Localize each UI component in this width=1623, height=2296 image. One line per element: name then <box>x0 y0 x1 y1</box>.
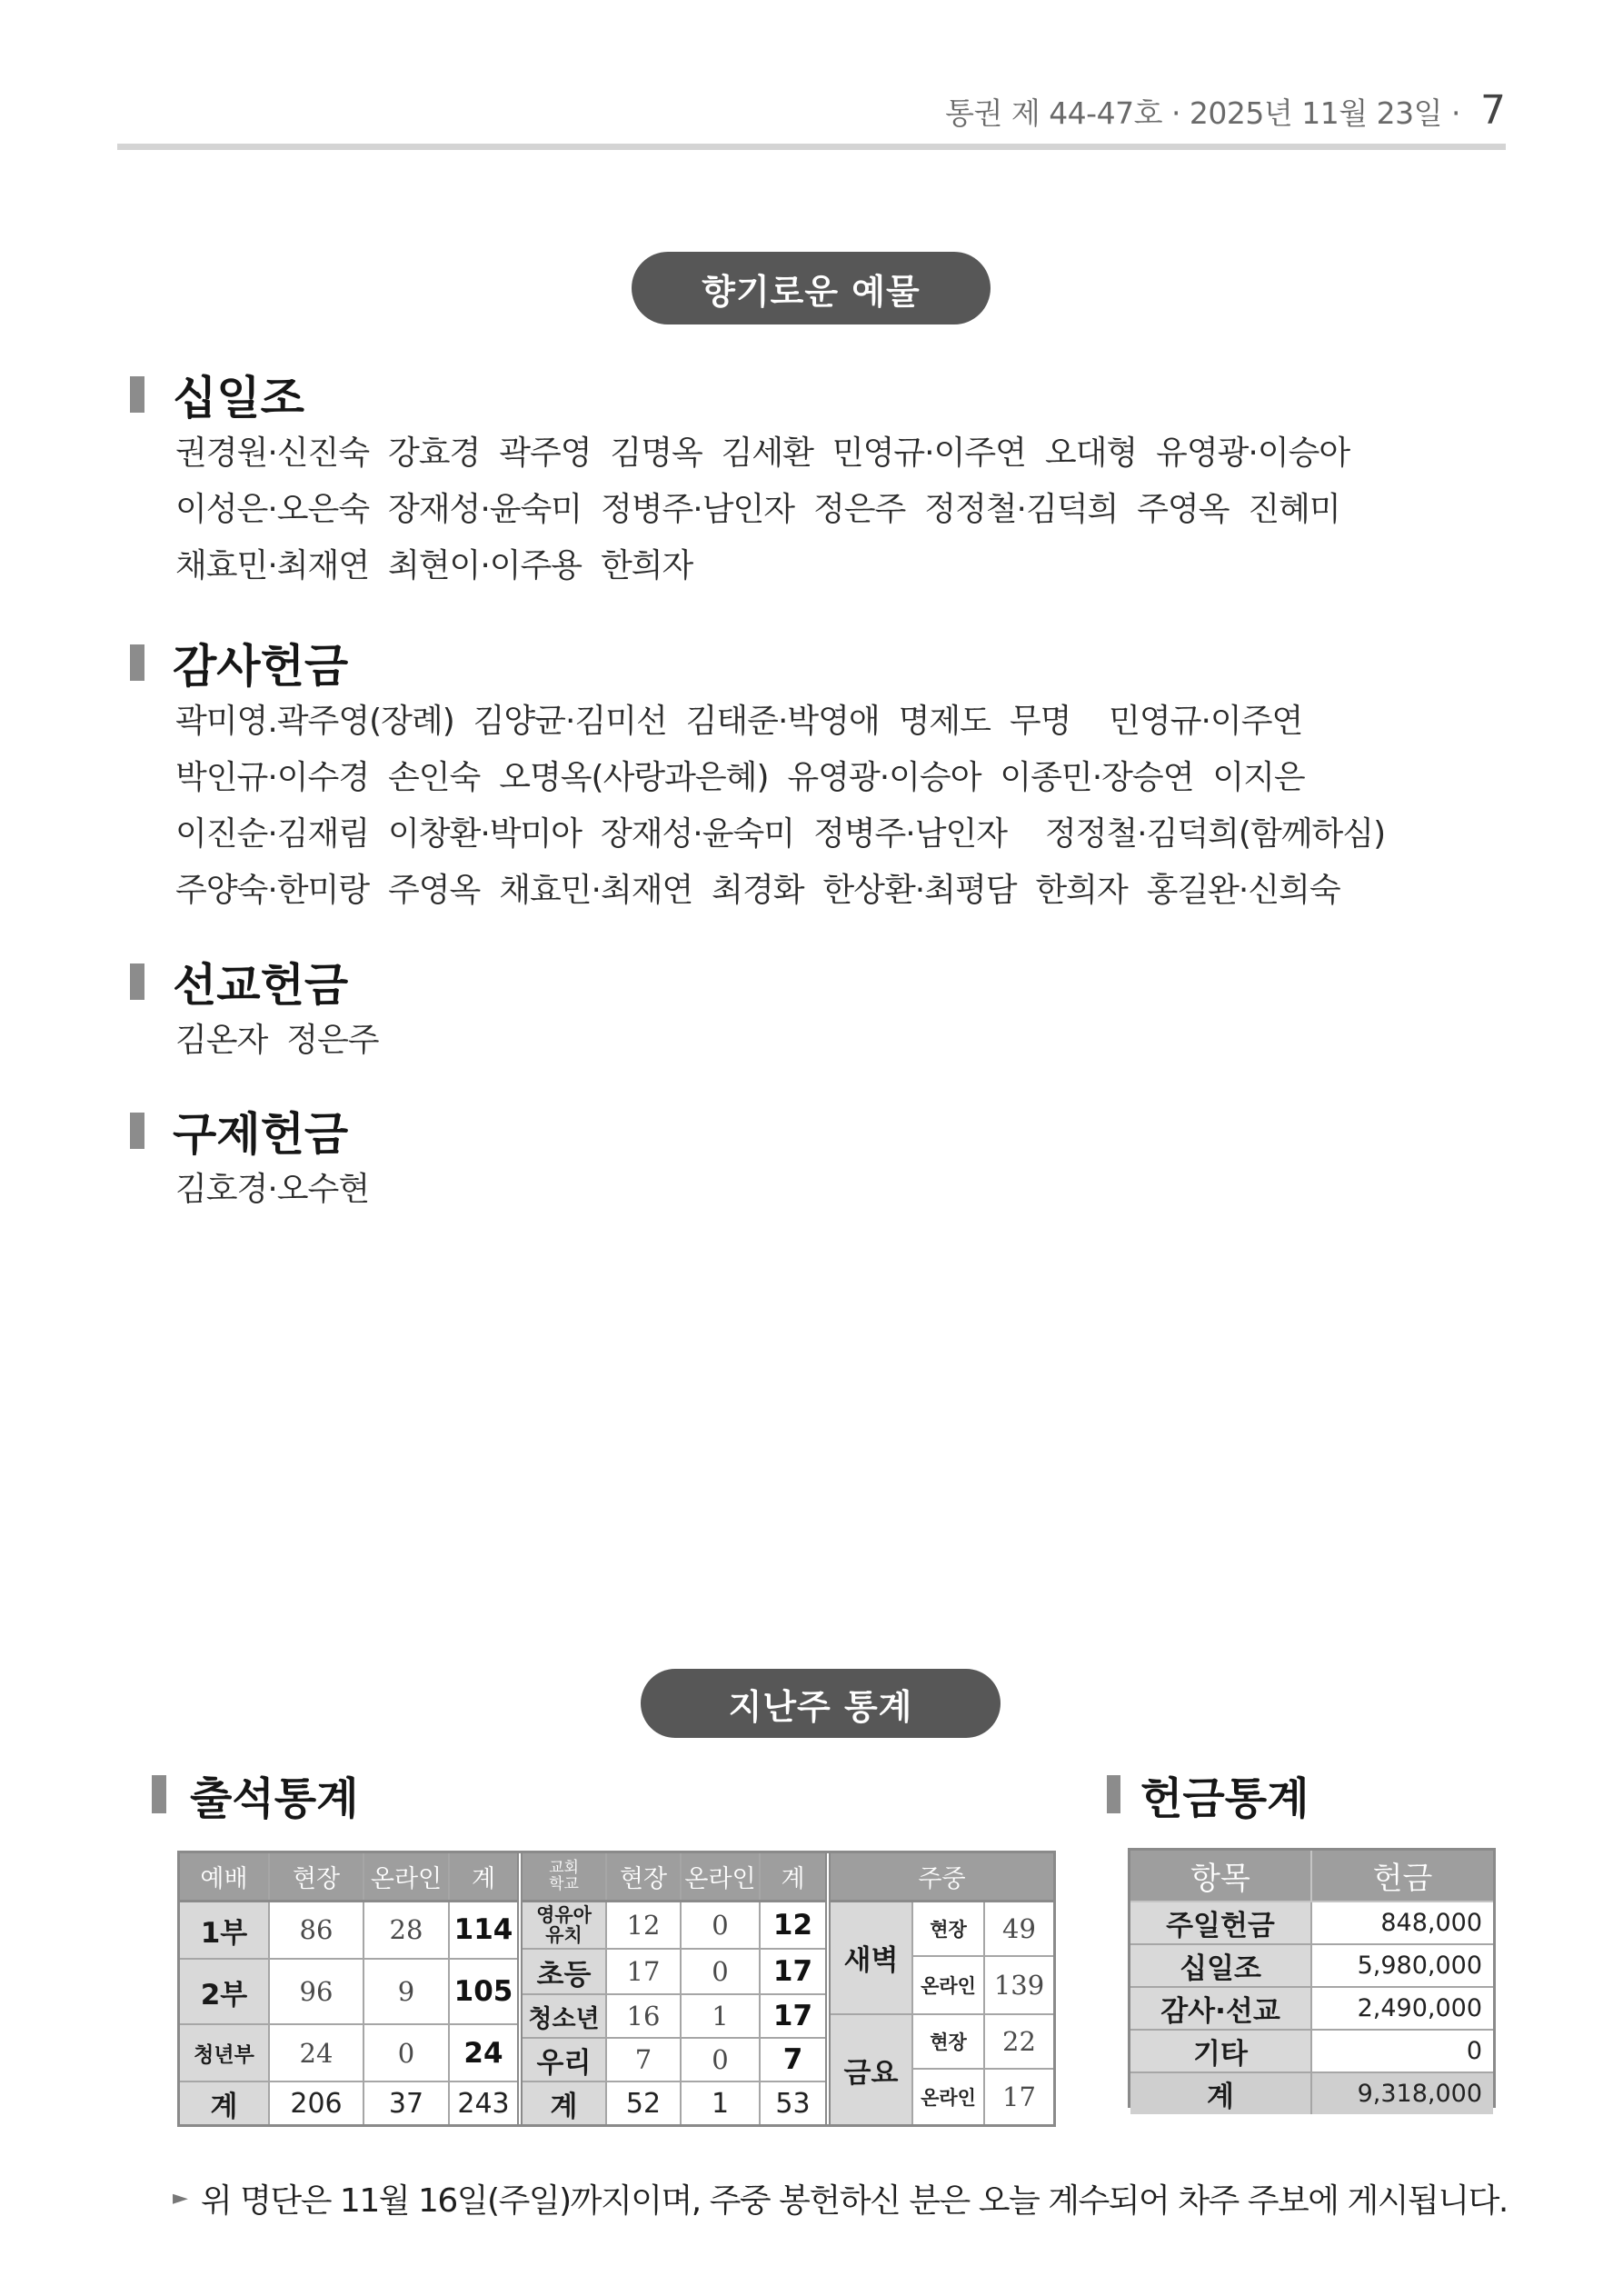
attendance-type: 온라인 <box>912 2069 984 2124</box>
online-count: 0 <box>363 2024 449 2081</box>
tithe-names <box>175 425 1349 594</box>
mission-section <box>130 954 379 1069</box>
heading-bar <box>130 376 144 413</box>
onsite-count: 17 <box>606 1949 681 1994</box>
table-row <box>523 1949 825 1994</box>
row-label: 2부 <box>180 1959 269 2024</box>
row-label: 우리 <box>523 2038 606 2081</box>
onsite-sum: 206 <box>269 2081 363 2124</box>
header-cell: 온라인 <box>681 1853 760 1901</box>
onsite-count: 24 <box>269 2024 363 2081</box>
online-sum: 1 <box>681 2081 760 2124</box>
page-number: 7 <box>1480 87 1506 134</box>
row-total: 114 <box>449 1901 517 1959</box>
attendance-heading <box>152 1767 358 1822</box>
footnote <box>173 2175 1508 2221</box>
stats-banner <box>641 1669 1001 1738</box>
header-rule <box>117 144 1506 150</box>
row-total: 7 <box>760 2038 825 2081</box>
heading-bar <box>130 644 144 681</box>
table-row <box>180 1959 517 2024</box>
name-line: 권경원·신진숙 강효경 곽주영 김명옥 김세환 민영규·이주연 오대형 유영광·이승아 <box>175 434 1350 472</box>
header-row <box>180 1853 517 1901</box>
group-label: 금요 <box>831 2014 912 2124</box>
offering-item: 주일헌금 <box>1130 1902 1311 1944</box>
header-cell: 계 <box>449 1853 517 1901</box>
service-attendance-table <box>180 1853 517 2124</box>
relief-section <box>130 1103 369 1218</box>
attendance-count: 49 <box>984 1901 1053 1956</box>
group-label: 새벽 <box>831 1901 912 2014</box>
name-line: 주양숙·한미랑 주영옥 채효민·최재연 최경화 한상환·최평담 한희자 홍길완·신희숙 <box>175 872 1340 909</box>
onsite-count: 12 <box>606 1901 681 1949</box>
header-cell: 현장 <box>269 1853 363 1901</box>
online-count: 0 <box>681 2038 760 2081</box>
row-total: 105 <box>449 1959 517 2024</box>
church-school-attendance-table <box>523 1853 825 2124</box>
online-count: 0 <box>681 1949 760 1994</box>
header-cell: 주중 <box>831 1853 1053 1901</box>
sum-label: 계 <box>523 2081 606 2124</box>
running-header <box>945 87 1506 138</box>
offering-totals-grid <box>1130 1851 1493 2114</box>
footnote-text: 위 명단은 11월 16일(주일)까지이며, 주중 봉헌하신 분은 오늘 계수되어 차주 주보에 게시됩니다. <box>200 2181 1508 2220</box>
table-row <box>523 1901 825 1949</box>
relief-heading <box>130 1103 369 1161</box>
attendance-table <box>177 1851 1056 2127</box>
header-row <box>523 1853 825 1901</box>
mission-names <box>175 1013 379 1069</box>
row-total: 17 <box>760 1994 825 2038</box>
row-label: 초등 <box>523 1949 606 1994</box>
sum-row <box>1130 2072 1493 2114</box>
row-label: 영유아 유치 <box>523 1901 606 1949</box>
name-line: 이성은·오은숙 장재성·윤숙미 정병주·남인자 정은주 정정철·김덕희 주영옥 진혜미 <box>175 491 1340 528</box>
grand-total: 53 <box>760 2081 825 2124</box>
offering-item: 감사·선교 <box>1130 1987 1311 2030</box>
thanksgiving-heading <box>130 635 1385 693</box>
thanksgiving-names <box>175 694 1385 919</box>
offerings-banner-label: 향기로운 예물 <box>702 271 921 312</box>
table-row <box>523 2038 825 2081</box>
online-count: 0 <box>681 1901 760 1949</box>
header-row <box>831 1853 1053 1901</box>
name-line: 이진순·김재림 이창환·박미아 장재성·윤숙미 정병주·남인자 정정철·김덕희(함께하심) <box>175 815 1386 853</box>
table-row <box>1130 1902 1493 1944</box>
attendance-type: 온라인 <box>912 1956 984 2014</box>
sum-row <box>180 2081 517 2124</box>
tithe-title: 십일조 <box>173 372 304 424</box>
sum-row <box>523 2081 825 2124</box>
offering-amount: 848,000 <box>1311 1902 1493 1944</box>
name-line: 김온자 정은주 <box>175 1022 379 1059</box>
heading-bar <box>152 1775 166 1813</box>
attendance-type: 현장 <box>912 1901 984 1956</box>
issue-info: 통권 제 44-47호 · 2025년 11월 23일 · <box>945 95 1460 131</box>
heading-bar <box>130 1113 144 1149</box>
table-row <box>523 1994 825 2038</box>
attendance-count: 139 <box>984 1956 1053 2014</box>
offerings-banner <box>632 252 991 324</box>
weekday-attendance-table <box>831 1853 1053 2124</box>
name-line: 채효민·최재연 최현이·이주용 한희자 <box>175 547 693 584</box>
grand-total: 243 <box>449 2081 517 2124</box>
header-cell: 항목 <box>1130 1851 1311 1902</box>
attendance-count: 22 <box>984 2014 1053 2069</box>
online-sum: 37 <box>363 2081 449 2124</box>
row-total: 17 <box>760 1949 825 1994</box>
name-line: 김호경·오수현 <box>175 1171 370 1208</box>
triangle-bullet-icon: ► <box>173 2186 188 2210</box>
offering-amount: 0 <box>1311 2030 1493 2072</box>
onsite-count: 7 <box>606 2038 681 2081</box>
row-label: 청소년 <box>523 1994 606 2038</box>
heading-bar <box>130 963 144 1000</box>
attendance-count: 17 <box>984 2069 1053 2124</box>
table-row <box>831 1901 1053 1956</box>
offering-amount: 2,490,000 <box>1311 1987 1493 2030</box>
onsite-count: 16 <box>606 1994 681 2038</box>
mission-title: 선교헌금 <box>173 959 349 1012</box>
stats-banner-label: 지난주 통계 <box>728 1686 913 1727</box>
thanksgiving-title: 감사헌금 <box>173 640 349 693</box>
row-label: 청년부 <box>180 2024 269 2081</box>
offering-item: 기타 <box>1130 2030 1311 2072</box>
tithe-section <box>130 367 1349 594</box>
header-cell: 온라인 <box>363 1853 449 1901</box>
name-line: 곽미영.곽주영(장례) 김양균·김미선 김태준·박영애 명제도 무명 민영규·이주연 <box>175 703 1303 740</box>
onsite-count: 96 <box>269 1959 363 2024</box>
header-cell: 예배 <box>180 1853 269 1901</box>
header-cell: 현장 <box>606 1853 681 1901</box>
table-row <box>1130 1987 1493 2030</box>
relief-title: 구제헌금 <box>173 1108 349 1161</box>
header-row <box>1130 1851 1493 1902</box>
name-line: 박인규·이수경 손인숙 오명옥(사랑과은혜) 유영광·이승아 이종민·장승연 이지은 <box>175 759 1305 796</box>
onsite-sum: 52 <box>606 2081 681 2124</box>
header-cell: 계 <box>760 1853 825 1901</box>
row-total: 12 <box>760 1901 825 1949</box>
attendance-title: 출석통계 <box>190 1772 359 1824</box>
offering-stats-heading <box>1107 1767 1309 1822</box>
sum-label: 계 <box>1130 2072 1311 2114</box>
onsite-count: 86 <box>269 1901 363 1959</box>
offering-stats-title: 헌금통계 <box>1140 1772 1309 1824</box>
offering-item: 십일조 <box>1130 1944 1311 1987</box>
table-row <box>1130 1944 1493 1987</box>
sum-label: 계 <box>180 2081 269 2124</box>
thanksgiving-section <box>130 635 1385 919</box>
header-cell: 교회 학교 <box>523 1853 606 1901</box>
table-row <box>831 2014 1053 2069</box>
attendance-type: 현장 <box>912 2014 984 2069</box>
table-row <box>1130 2030 1493 2072</box>
online-count: 28 <box>363 1901 449 1959</box>
table-row <box>180 1901 517 1959</box>
offering-amount: 5,980,000 <box>1311 1944 1493 1987</box>
offering-total-amount: 9,318,000 <box>1311 2072 1493 2114</box>
mission-heading <box>130 954 379 1012</box>
tithe-heading <box>130 367 1349 422</box>
online-count: 1 <box>681 1994 760 2038</box>
offering-totals-table <box>1128 1848 1496 2113</box>
table-row <box>180 2024 517 2081</box>
heading-bar <box>1107 1775 1120 1813</box>
row-label: 1부 <box>180 1901 269 1959</box>
relief-names <box>175 1162 369 1218</box>
header-cell: 헌금 <box>1311 1851 1493 1902</box>
online-count: 9 <box>363 1959 449 2024</box>
row-total: 24 <box>449 2024 517 2081</box>
